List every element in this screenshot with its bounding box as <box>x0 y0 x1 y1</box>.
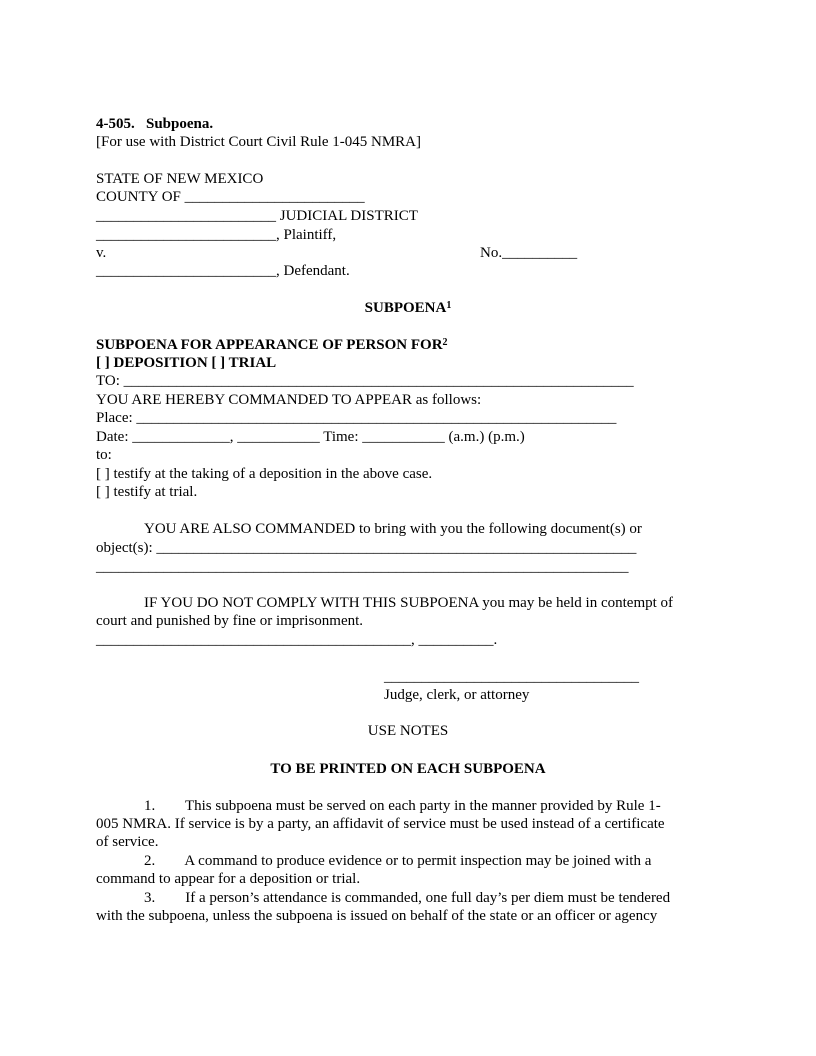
rule-title: Subpoena. <box>146 116 214 132</box>
title-footnote-ref: 1 <box>446 300 452 311</box>
district-line: ________________________ JUDICIAL DISTRICT <box>96 208 418 224</box>
to-line: TO: ____________________________________________________________________ <box>96 373 634 389</box>
signature-line: __________________________________ <box>384 669 639 685</box>
date-time-line: Date: _____________, ___________ Time: ___________ (a.m.) (p.m.) <box>96 429 525 445</box>
documents-line-3: _______________________________________________________________________ <box>96 559 629 575</box>
warning-line-1: IF YOU DO NOT COMPLY WITH THIS SUBPOENA you may be held in contempt of <box>144 595 674 611</box>
signature-label: Judge, clerk, or attorney <box>384 687 530 703</box>
usage-note: [For use with District Court Civil Rule 1-045 NMRA] <box>96 134 421 150</box>
state-line: STATE OF NEW MEXICO <box>96 171 264 187</box>
note-2-line-2: command to appear for a deposition or trial. <box>96 871 361 887</box>
date-signature-line: __________________________________________, __________. <box>96 632 498 648</box>
documents-line-1: YOU ARE ALSO COMMANDED to bring with you the following document(s) or <box>144 521 642 537</box>
form-title: SUBPOENA$^1$ <box>364 300 452 316</box>
deposition-option: [ ] testify at the taking of a deposition in the above case. <box>96 466 433 482</box>
command-line: YOU ARE HEREBY COMMANDED TO APPEAR as follows: <box>96 392 482 408</box>
place-line: Place: ________________________________________________________________ <box>96 410 617 426</box>
to-label: to: <box>96 447 112 463</box>
options-line: [ ] DEPOSITION [ ] TRIAL <box>96 355 277 371</box>
use-notes-subtitle: TO BE PRINTED ON EACH SUBPOENA <box>270 761 546 777</box>
versus-label: v. <box>96 245 107 261</box>
note-1-line-2: 005 NMRA. If service is by a party, an affidavit of service must be used instead of a certificate <box>96 816 665 832</box>
rule-number: 4-505. <box>96 116 135 132</box>
documents-line-2: object(s): ________________________________________________________________ <box>96 540 637 556</box>
plaintiff-line: ________________________, Plaintiff, <box>96 227 337 243</box>
note-1-line-1: 1. This subpoena must be served on each party in the manner provided by Rule 1- <box>144 798 661 814</box>
appearance-heading: SUBPOENA FOR APPEARANCE OF PERSON FOR$^2$ <box>96 337 448 353</box>
trial-option: [ ] testify at trial. <box>96 484 198 500</box>
note-3-line-2: with the subpoena, unless the subpoena is issued on behalf of the state or an officer or agency <box>96 908 658 924</box>
rule-heading <box>96 115 213 133</box>
warning-line-2: court and punished by fine or imprisonment. <box>96 613 364 629</box>
appearance-footnote-ref: 2 <box>442 337 448 348</box>
case-number-field: No.__________ <box>480 245 578 261</box>
note-1-line-3: of service. <box>96 834 159 850</box>
county-line: COUNTY OF ________________________ <box>96 189 365 205</box>
use-notes-title: USE NOTES <box>367 723 449 739</box>
note-3-line-1: 3. If a person’s attendance is commanded, one full day’s per diem must be tendered <box>144 890 671 906</box>
note-2-line-1: 2. A command to produce evidence or to permit inspection may be joined with a <box>144 853 652 869</box>
defendant-line: ________________________, Defendant. <box>96 263 350 279</box>
